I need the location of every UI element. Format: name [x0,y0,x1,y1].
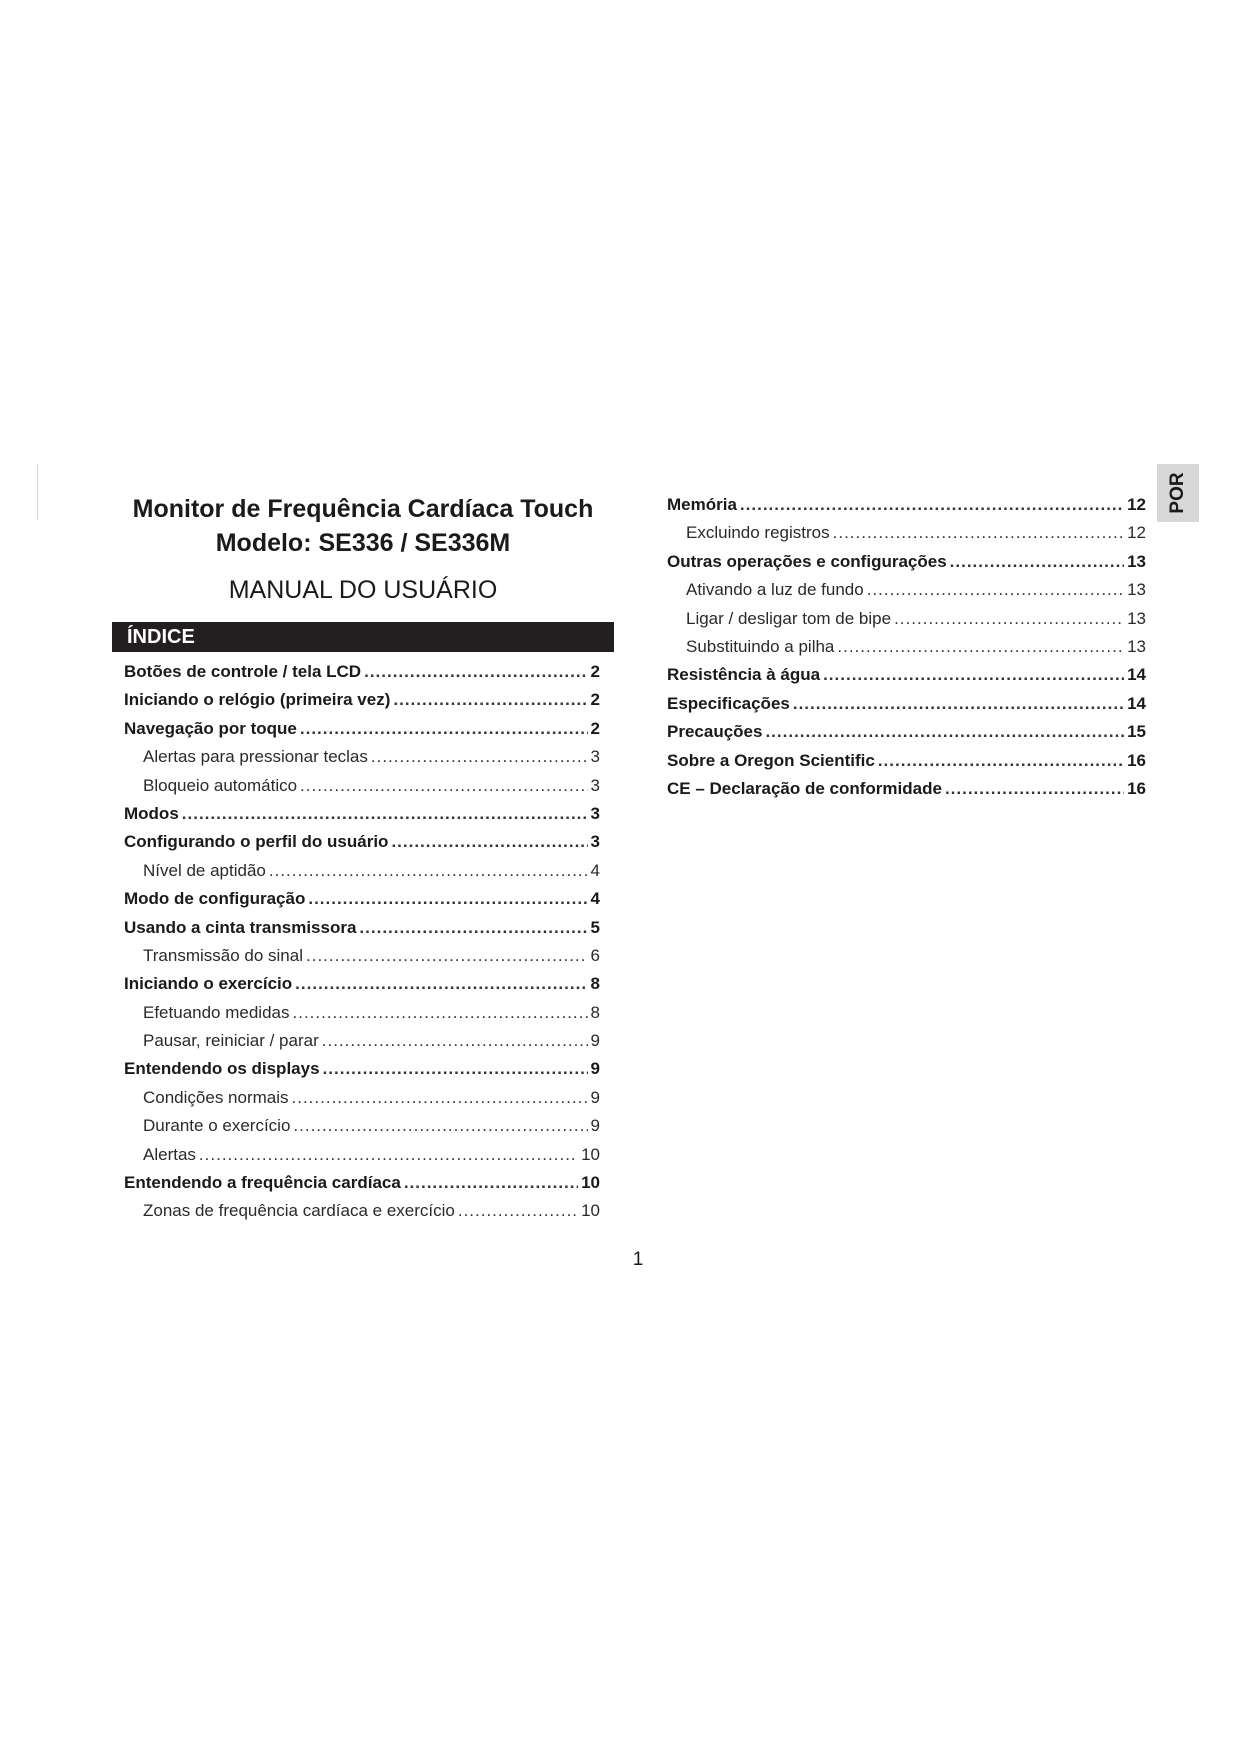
toc-entry[interactable]: Iniciando o relógio (primeira vez) ..... 2 [124,690,600,718]
language-tab [1157,464,1199,522]
toc-subentry[interactable]: Durante o exercício ..... 9 [124,1116,600,1144]
toc-right-column [667,495,1146,807]
toc-subentry[interactable]: Zonas de frequência cardíaca e exercício ..... 10 [124,1201,600,1229]
manual-subtitle: MANUAL DO USUÁRIO [228,576,498,604]
toc-entry[interactable]: Especificações ..... 14 [667,694,1146,722]
toc-subentry[interactable]: Nível de aptidão ..... 4 [124,861,600,889]
toc-entry[interactable]: Configurando o perfil do usuário ..... 3 [124,832,600,860]
toc-subentry[interactable]: Ativando a luz de fundo ..... 13 [667,580,1146,608]
toc-entry[interactable]: Navegação por toque ..... 2 [124,719,600,747]
toc-entry[interactable]: CE – Declaração de conformidade ..... 16 [667,779,1146,807]
margin-rule [37,464,38,520]
toc-entry[interactable]: Botões de controle / tela LCD ..... 2 [124,662,600,690]
toc-entry[interactable]: Modo de configuração ..... 4 [124,889,600,917]
toc-entry[interactable]: Iniciando o exercício ..... 8 [124,974,600,1002]
toc-subentry[interactable]: Condições normais ..... 9 [124,1088,600,1116]
language-tab-label: POR [1167,472,1188,514]
model-title: Modelo: SE336 / SE336M [215,529,511,557]
toc-subentry[interactable]: Bloqueio automático ..... 3 [124,776,600,804]
toc-entry[interactable]: Resistência à água ..... 14 [667,665,1146,693]
toc-subentry[interactable]: Excluindo registros ..... 12 [667,523,1146,551]
toc-subentry[interactable]: Ligar / desligar tom de bipe ..... 13 [667,609,1146,637]
index-heading: ÍNDICE [112,622,614,652]
page-number: 1 [632,1249,644,1270]
document-title: Monitor de Frequência Cardíaca Touch [132,495,594,523]
toc-entry[interactable]: Memória ..... 12 [667,495,1146,523]
toc-subentry[interactable]: Transmissão do sinal ..... 6 [124,946,600,974]
toc-subentry[interactable]: Alertas ..... 10 [124,1145,600,1173]
toc-entry[interactable]: Precauções ..... 15 [667,722,1146,750]
toc-subentry[interactable]: Pausar, reiniciar / parar ..... 9 [124,1031,600,1059]
toc-entry[interactable]: Outras operações e configurações ..... 13 [667,552,1146,580]
toc-entry[interactable]: Sobre a Oregon Scientific ..... 16 [667,751,1146,779]
toc-subentry[interactable]: Alertas para pressionar teclas ..... 3 [124,747,600,775]
toc-left-column [124,662,600,1230]
toc-entry[interactable]: Entendendo a frequência cardíaca ..... 10 [124,1173,600,1201]
toc-subentry[interactable]: Substituindo a pilha ..... 13 [667,637,1146,665]
toc-entry[interactable]: Modos ..... 3 [124,804,600,832]
toc-entry[interactable]: Entendendo os displays ..... 9 [124,1059,600,1087]
toc-entry[interactable]: Usando a cinta transmissora ..... 5 [124,918,600,946]
title-block [112,492,614,607]
toc-subentry[interactable]: Efetuando medidas ..... 8 [124,1003,600,1031]
